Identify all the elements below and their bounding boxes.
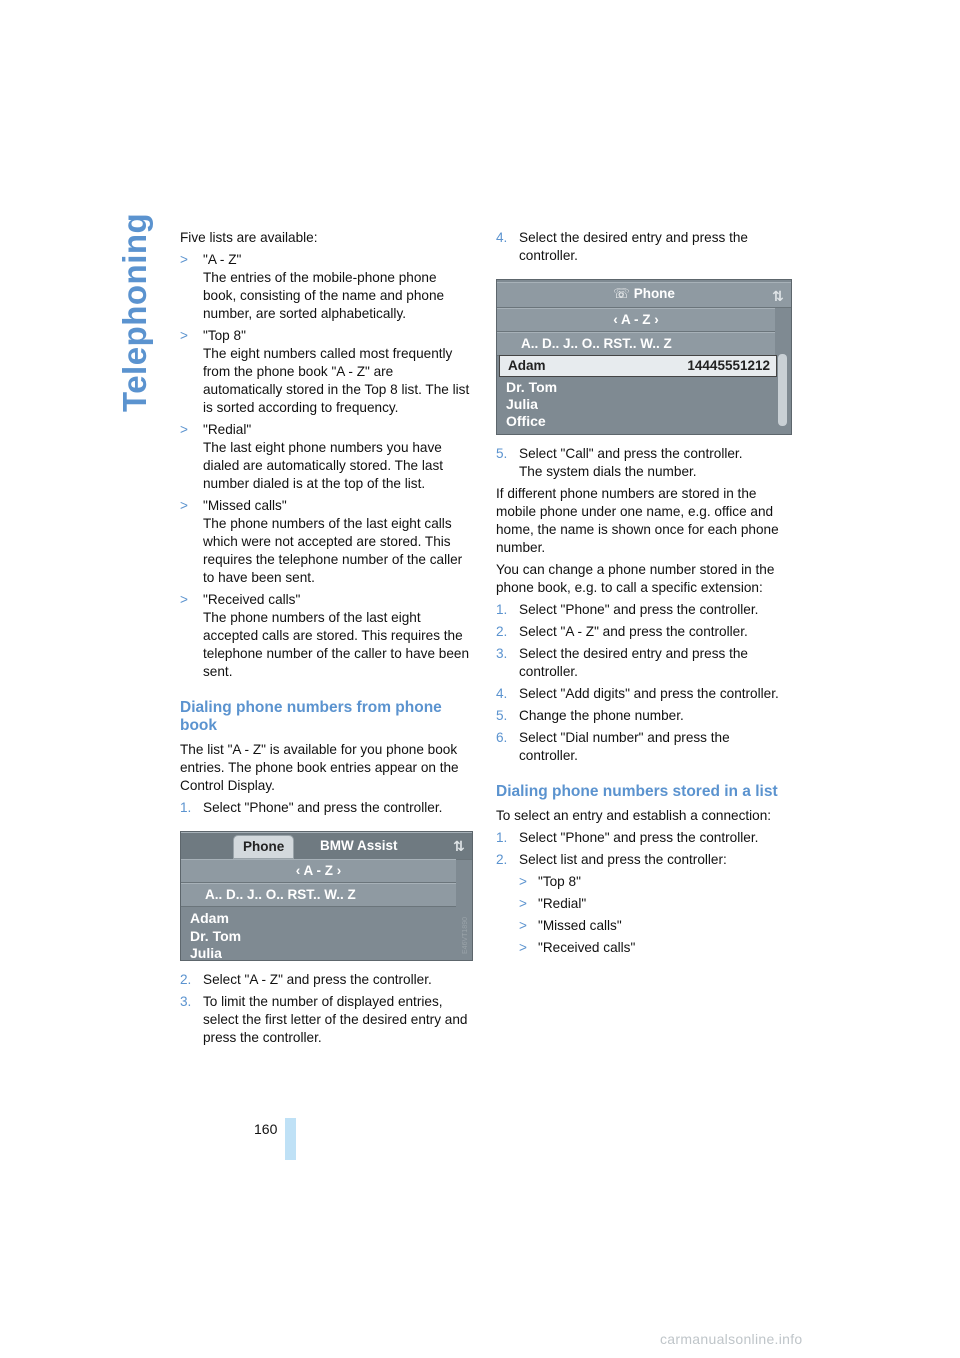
step-text: Select "A - Z" and press the controller.	[203, 972, 432, 987]
steps-list	[496, 829, 792, 957]
screen-title: Phone	[633, 286, 675, 301]
step-text: Select the desired entry and press the controller.	[519, 646, 748, 679]
step-text: Select the desired entry and press the controller.	[519, 230, 748, 263]
bullet-marker-icon: >	[519, 874, 527, 889]
step-item	[496, 707, 792, 725]
list-description: The phone numbers of the last eight calls which were not accepted are stored. This requires the telephone number of the caller to have been sent.	[203, 516, 463, 585]
sublist-item	[519, 873, 792, 891]
sublist-item	[519, 939, 792, 957]
step-item	[180, 799, 473, 817]
step-item	[496, 445, 792, 481]
sublist-text: "Redial"	[538, 896, 587, 911]
screen-entry: Julia	[506, 396, 538, 412]
list-item	[180, 591, 473, 681]
bullet-marker-icon: >	[180, 592, 188, 607]
control-display-screenshot-phone-menu	[180, 831, 473, 961]
sublist-item	[519, 917, 792, 935]
bullet-marker-icon: >	[180, 252, 188, 267]
screen-letter-row: A.. D.. J.. O.. RST.. W.. Z	[497, 332, 775, 356]
step-number: 5.	[496, 708, 508, 723]
steps-list	[496, 229, 792, 265]
screen-selected-entry	[499, 355, 777, 377]
page-number: 160	[254, 1121, 278, 1137]
step-subtext: The system dials the number.	[519, 464, 697, 479]
options-icon: ⇅	[453, 838, 465, 854]
screen-tab-bar	[181, 832, 472, 860]
chapter-side-title: Telephoning	[116, 212, 153, 412]
step-item	[180, 993, 473, 1047]
tab-phone: Phone	[233, 835, 294, 859]
step-text: Select "Phone" and press the controller.	[519, 602, 759, 617]
step-text: Select "Add digits" and press the controller.	[519, 686, 779, 701]
list-item	[180, 421, 473, 493]
handset-icon: ☏	[613, 286, 630, 301]
section-heading-stored-list: Dialing phone numbers stored in a list	[496, 783, 778, 800]
list-description: The phone numbers of the last eight accepted calls are stored. This requires the telephone number of the caller to have been sent.	[203, 610, 470, 679]
step-item	[496, 601, 792, 619]
step-text: Select list and press the controller:	[519, 852, 727, 867]
site-watermark: carmanualsonline.info	[660, 1331, 803, 1347]
screen-scrollbar	[778, 354, 787, 426]
phone-book-paragraph: The list "A - Z" is available for you phone book entries. The phone book entries appear on the Control Display.	[180, 742, 459, 793]
step-number: 4.	[496, 686, 508, 701]
list-name: "Redial"	[203, 422, 252, 437]
step-item	[496, 685, 792, 703]
steps-list	[496, 445, 792, 481]
screen-letter-row: A.. D.. J.. O.. RST.. W.. Z	[181, 883, 456, 907]
step-item	[180, 971, 473, 989]
step-item	[496, 645, 792, 681]
list-description: The eight numbers called most frequently from the phone book "A - Z" are automatically stored in the Top 8 list. The list is sorted according to frequency.	[203, 346, 470, 415]
step-number: 2.	[496, 852, 508, 867]
bullet-marker-icon: >	[180, 498, 188, 513]
right-column	[496, 229, 792, 961]
screen-entry: Office	[506, 413, 546, 429]
step-text: Select "Dial number" and press the controller.	[519, 730, 730, 763]
multiple-numbers-paragraph: If different phone numbers are stored in the mobile phone under one name, e.g. office and home, the name is shown once for each phone number.	[496, 486, 779, 555]
screen-entry: Dr. Tom	[506, 379, 558, 395]
step-number: 1.	[180, 800, 192, 815]
step-number: 2.	[496, 624, 508, 639]
section-heading-phone-book: Dialing phone numbers from phone book	[180, 699, 442, 734]
tab-bmw-assist: BMW Assist	[320, 838, 398, 853]
step-text: Select "Phone" and press the controller.	[519, 830, 759, 845]
bullet-marker-icon: >	[519, 896, 527, 911]
steps-list	[496, 601, 792, 765]
step-text: Select "A - Z" and press the controller.	[519, 624, 748, 639]
bullet-marker-icon: >	[519, 918, 527, 933]
list-description: The entries of the mobile-phone phone book, consisting of the name and phone number, are sorted alphabetically.	[203, 270, 445, 321]
screen-title-row	[497, 282, 791, 308]
lists-bullet-list	[180, 251, 473, 681]
list-name: "A - Z"	[203, 252, 242, 267]
step-text: Select "Call" and press the controller.	[519, 446, 743, 461]
list-name: "Top 8"	[203, 328, 246, 343]
sublist-item	[519, 895, 792, 913]
screen-entry: Julia	[190, 945, 222, 961]
step-item	[496, 829, 792, 847]
step-number: 2.	[180, 972, 192, 987]
lists-intro: Five lists are available:	[180, 230, 318, 245]
image-code: E46VT1890	[462, 917, 469, 954]
list-name: "Received calls"	[203, 592, 301, 607]
step-number: 1.	[496, 602, 508, 617]
step-item	[496, 623, 792, 641]
list-type-sublist	[519, 873, 792, 957]
list-item	[180, 327, 473, 417]
step-text: Select "Phone" and press the controller.	[203, 800, 443, 815]
step-number: 4.	[496, 230, 508, 245]
list-item	[180, 497, 473, 587]
list-name: "Missed calls"	[203, 498, 287, 513]
step-text: To limit the number of displayed entries, select the first letter of the desired entry and press the controller.	[203, 994, 468, 1045]
page-number-bar	[285, 1118, 296, 1160]
screen-entry: Dr. Tom	[190, 928, 242, 944]
options-icon: ⇅	[772, 288, 784, 304]
step-number: 3.	[496, 646, 508, 661]
step-text: Change the phone number.	[519, 708, 684, 723]
step-number: 1.	[496, 830, 508, 845]
selected-entry-number: 14445551212	[687, 358, 770, 373]
step-item	[496, 851, 792, 957]
list-item	[180, 251, 473, 323]
step-number: 3.	[180, 994, 192, 1009]
screen-az-row: ‹ A - Z ›	[497, 308, 775, 332]
step-item	[496, 229, 792, 265]
screen-az-row: ‹ A - Z ›	[181, 859, 456, 883]
bullet-marker-icon: >	[180, 328, 188, 343]
step-number: 6.	[496, 730, 508, 745]
step-item	[496, 729, 792, 765]
left-column	[180, 229, 473, 1051]
steps-list	[180, 971, 473, 1047]
steps-list	[180, 799, 473, 817]
step-number: 5.	[496, 446, 508, 461]
selected-entry-name: Adam	[508, 358, 546, 373]
change-number-paragraph: You can change a phone number stored in the phone book, e.g. to call a specific extension:	[496, 562, 775, 595]
sublist-text: "Top 8"	[538, 874, 581, 889]
bullet-marker-icon: >	[180, 422, 188, 437]
bullet-marker-icon: >	[519, 940, 527, 955]
control-display-screenshot-entry-selection	[496, 279, 792, 435]
sublist-text: "Missed calls"	[538, 918, 622, 933]
list-description: The last eight phone numbers you have dialed are automatically stored. The last number dialed is at the top of the list.	[203, 440, 444, 491]
stored-list-paragraph: To select an entry and establish a connection:	[496, 808, 772, 823]
screen-entry: Adam	[190, 910, 229, 926]
sublist-text: "Received calls"	[538, 940, 636, 955]
